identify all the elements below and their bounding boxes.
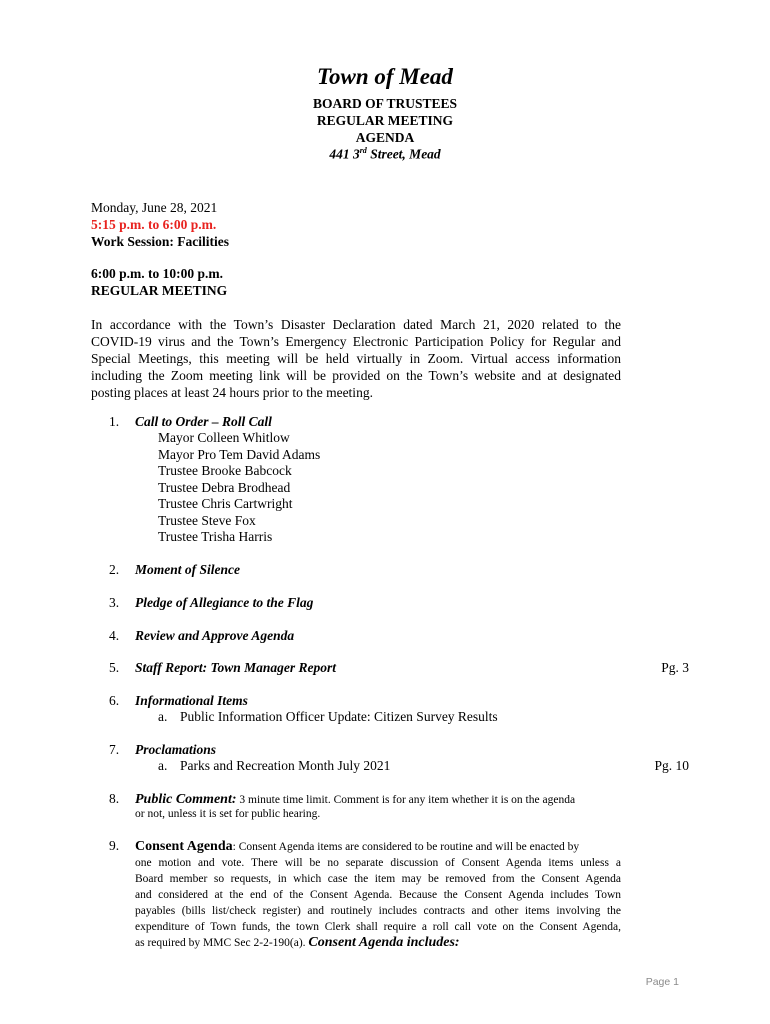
meeting-date: Monday, June 28, 2021 — [91, 200, 218, 215]
consent-agenda-description — [135, 855, 621, 951]
regular-meeting-title: REGULAR MEETING — [91, 283, 228, 298]
roll-call-member: Mayor Pro Tem David Adams — [158, 447, 321, 462]
proclamation-page-ref: Pg. 10 — [654, 758, 689, 773]
consent-line: payables (bills list/check register) and routinely includes contracts and other items involving the — [135, 905, 621, 917]
agenda-item-call-to-order: 1. Call to Order – Roll Call — [109, 414, 272, 429]
roll-call-member: Trustee Steve Fox — [158, 513, 256, 528]
agenda-item-staff-report: 5. Staff Report: Town Manager Report — [109, 660, 337, 675]
agenda-item-proclamations: 7. Proclamations — [109, 742, 217, 757]
board-heading: BOARD OF TRUSTEES — [312, 96, 458, 111]
page-number: Page 1 — [645, 976, 679, 988]
agenda-heading: AGENDA — [355, 130, 415, 145]
agenda-item-review-agenda: 4. Review and Approve Agenda — [109, 628, 295, 643]
work-session-title: Work Session: Facilities — [91, 234, 229, 249]
consent-line: as required by MMC Sec 2-2-190(a). Consent Agenda includes: — [135, 935, 460, 950]
consent-line: and considered at the end of the Consent Agenda. Because the Consent Agenda includes Town — [135, 889, 621, 901]
agenda-item-consent: 9. Consent Agenda: Consent Agenda items are considered to be routine and will be enacted by — [109, 838, 580, 854]
agenda-item-informational: 6. Informational Items — [109, 693, 248, 708]
work-session-time: 5:15 p.m. to 6:00 p.m. — [91, 217, 217, 232]
roll-call-member: Mayor Colleen Whitlow — [158, 430, 290, 445]
staff-report-page-ref: Pg. 3 — [661, 660, 689, 675]
roll-call-member: Trustee Chris Cartwright — [158, 496, 293, 511]
consent-line: Board member so requests, in which case the item may be removed from the Consent Agenda — [135, 873, 621, 885]
regular-meeting-time: 6:00 p.m. to 10:00 p.m. — [91, 266, 223, 281]
agenda-item-public-comment: 8. Public Comment: 3 minute time limit. Comment is for any item whether it is on the agenda — [109, 791, 576, 807]
roll-call-member: Trustee Trisha Harris — [158, 529, 273, 544]
notice-line: posting places at least 24 hours prior to the meeting. — [91, 385, 373, 400]
consent-line: expenditure of Town funds, the town Clerk shall require a roll call vote on the Consent Agenda, — [135, 921, 621, 933]
agenda-item-pledge: 3. Pledge of Allegiance to the Flag — [109, 595, 314, 610]
agenda-item-moment-of-silence: 2. Moment of Silence — [109, 562, 240, 577]
notice-line: In accordance with the Town’s Disaster Declaration dated March 21, 2020 related to the — [91, 317, 621, 332]
notice-line: including the Zoom meeting link will be provided on the Town’s website and at designated — [91, 368, 621, 383]
zoom-notice — [91, 316, 621, 401]
informational-subitem: a. Public Information Officer Update: Citizen Survey Results — [158, 709, 498, 724]
address-heading: 441 3rd Street, Mead — [329, 146, 441, 162]
roll-call-member: Trustee Debra Brodhead — [158, 480, 291, 495]
town-title: Town of Mead — [317, 64, 453, 89]
roll-call-member: Trustee Brooke Babcock — [158, 463, 292, 478]
public-comment-continued: or not, unless it is set for public hearing. — [135, 808, 321, 820]
proclamation-subitem: a. Parks and Recreation Month July 2021 — [158, 758, 391, 773]
notice-line: Special Meetings, this meeting will be held virtually in Zoom. Virtual access information — [91, 351, 621, 366]
notice-line: COVID-19 virus and the Town’s Emergency Electronic Participation Policy for Regular and — [91, 334, 621, 349]
consent-line: one motion and vote. There will be no separate discussion of Consent Agenda items unless a — [135, 857, 621, 869]
meeting-heading: REGULAR MEETING — [316, 113, 454, 128]
